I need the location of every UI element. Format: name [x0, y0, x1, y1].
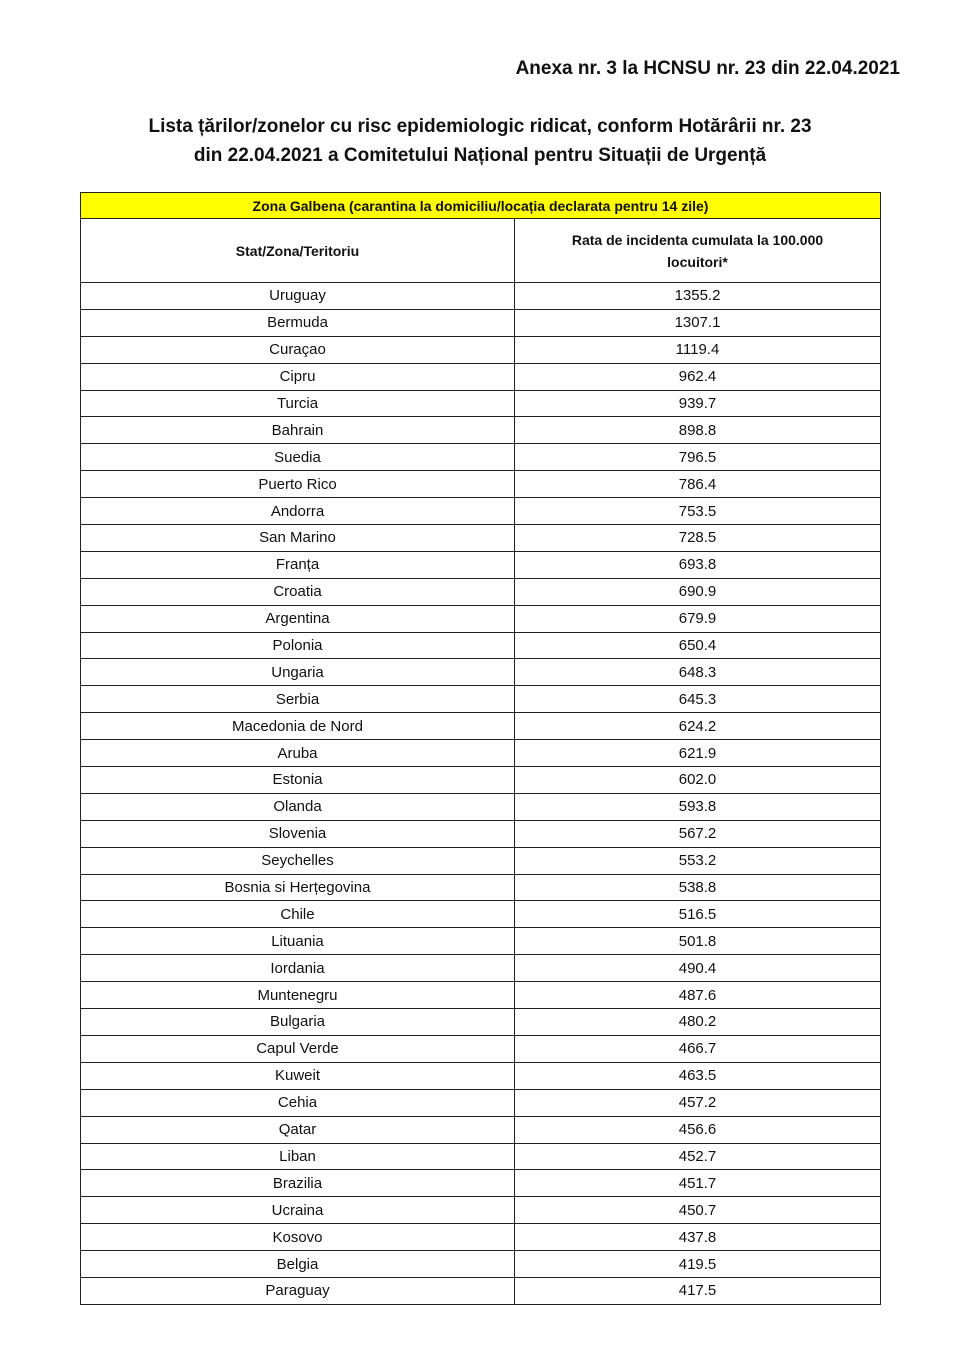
country-cell: Argentina — [81, 605, 515, 632]
country-cell: San Marino — [81, 525, 515, 552]
country-cell: Andorra — [81, 498, 515, 525]
rate-cell: 1307.1 — [515, 309, 881, 336]
country-cell: Croatia — [81, 578, 515, 605]
table-row — [81, 578, 881, 605]
country-cell: Uruguay — [81, 283, 515, 310]
country-cell: Muntenegru — [81, 982, 515, 1009]
rate-cell: 753.5 — [515, 498, 881, 525]
table-row — [81, 417, 881, 444]
table-row — [81, 1089, 881, 1116]
table-row — [81, 551, 881, 578]
rate-cell: 419.5 — [515, 1251, 881, 1278]
table-row — [81, 874, 881, 901]
rate-cell: 796.5 — [515, 444, 881, 471]
rate-cell: 650.4 — [515, 632, 881, 659]
zone-header-row — [81, 193, 881, 219]
country-cell: Macedonia de Nord — [81, 713, 515, 740]
rate-cell: 451.7 — [515, 1170, 881, 1197]
table-row — [81, 793, 881, 820]
title-line-1: Lista țărilor/zonelor cu risc epidemiologic ridicat, conform Hotărârii nr. 23 — [148, 116, 812, 137]
country-cell: Curaçao — [81, 336, 515, 363]
country-cell: Ucraina — [81, 1197, 515, 1224]
rate-cell: 939.7 — [515, 390, 881, 417]
country-cell: Chile — [81, 901, 515, 928]
table-row — [81, 1062, 881, 1089]
rate-cell: 645.3 — [515, 686, 881, 713]
rate-cell: 501.8 — [515, 928, 881, 955]
rate-cell: 452.7 — [515, 1143, 881, 1170]
country-cell: Franța — [81, 551, 515, 578]
country-cell: Polonia — [81, 632, 515, 659]
rate-cell: 602.0 — [515, 767, 881, 794]
rate-cell: 480.2 — [515, 1009, 881, 1036]
country-cell: Kuweit — [81, 1062, 515, 1089]
country-cell: Iordania — [81, 955, 515, 982]
country-cell: Aruba — [81, 740, 515, 767]
table-row — [81, 1197, 881, 1224]
country-cell: Bosnia si Herțegovina — [81, 874, 515, 901]
country-cell: Turcia — [81, 390, 515, 417]
table-row — [81, 471, 881, 498]
table-row — [81, 632, 881, 659]
table-row — [81, 820, 881, 847]
country-cell: Seychelles — [81, 847, 515, 874]
country-cell: Suedia — [81, 444, 515, 471]
table-row — [81, 605, 881, 632]
rate-cell: 679.9 — [515, 605, 881, 632]
table-row — [81, 1116, 881, 1143]
country-cell: Olanda — [81, 793, 515, 820]
table-row — [81, 767, 881, 794]
country-cell: Serbia — [81, 686, 515, 713]
country-cell: Bulgaria — [81, 1009, 515, 1036]
rate-cell: 624.2 — [515, 713, 881, 740]
table-row — [81, 928, 881, 955]
countries-table — [80, 192, 881, 1305]
rate-cell: 898.8 — [515, 417, 881, 444]
table-row — [81, 686, 881, 713]
country-cell: Capul Verde — [81, 1035, 515, 1062]
country-cell: Cipru — [81, 363, 515, 390]
table-row — [81, 901, 881, 928]
table-row — [81, 1251, 881, 1278]
table-row — [81, 390, 881, 417]
table-row — [81, 498, 881, 525]
country-cell: Cehia — [81, 1089, 515, 1116]
zone-label: Zona Galbena (carantina la domiciliu/locația declarata pentru 14 zile) — [81, 193, 881, 219]
rate-cell: 417.5 — [515, 1277, 881, 1304]
table-row — [81, 847, 881, 874]
table-row — [81, 1035, 881, 1062]
country-cell: Belgia — [81, 1251, 515, 1278]
rate-cell: 466.7 — [515, 1035, 881, 1062]
title-line-2: din 22.04.2021 a Comitetului Național pentru Situații de Urgență — [193, 145, 767, 166]
country-cell: Liban — [81, 1143, 515, 1170]
table-row — [81, 336, 881, 363]
table-row — [81, 444, 881, 471]
column-header-row — [81, 219, 881, 283]
rate-cell: 463.5 — [515, 1062, 881, 1089]
country-cell: Bermuda — [81, 309, 515, 336]
table-row — [81, 740, 881, 767]
country-column-header: Stat/Zona/Teritoriu — [81, 219, 515, 283]
country-cell: Paraguay — [81, 1277, 515, 1304]
document-title — [60, 112, 900, 170]
table-row — [81, 309, 881, 336]
rate-cell: 567.2 — [515, 820, 881, 847]
rate-cell: 450.7 — [515, 1197, 881, 1224]
table-body — [81, 283, 881, 1305]
table-row — [81, 1143, 881, 1170]
table-row — [81, 659, 881, 686]
country-cell: Slovenia — [81, 820, 515, 847]
country-cell: Kosovo — [81, 1224, 515, 1251]
table-row — [81, 363, 881, 390]
rate-cell: 786.4 — [515, 471, 881, 498]
table-row — [81, 1170, 881, 1197]
rate-cell: 538.8 — [515, 874, 881, 901]
rate-column-header — [515, 219, 881, 283]
table-row — [81, 713, 881, 740]
table-row — [81, 1009, 881, 1036]
country-cell: Lituania — [81, 928, 515, 955]
rate-cell: 516.5 — [515, 901, 881, 928]
rate-cell: 690.9 — [515, 578, 881, 605]
country-cell: Bahrain — [81, 417, 515, 444]
rate-cell: 728.5 — [515, 525, 881, 552]
country-cell: Qatar — [81, 1116, 515, 1143]
table-row — [81, 525, 881, 552]
rate-cell: 962.4 — [515, 363, 881, 390]
rate-cell: 437.8 — [515, 1224, 881, 1251]
rate-cell: 1119.4 — [515, 336, 881, 363]
rate-cell: 621.9 — [515, 740, 881, 767]
rate-header-line-1: Rata de incidenta cumulata la 100.000 — [571, 231, 824, 248]
country-cell: Estonia — [81, 767, 515, 794]
table-row — [81, 982, 881, 1009]
rate-cell: 1355.2 — [515, 283, 881, 310]
country-cell: Brazilia — [81, 1170, 515, 1197]
rate-cell: 456.6 — [515, 1116, 881, 1143]
table-row — [81, 955, 881, 982]
rate-cell: 487.6 — [515, 982, 881, 1009]
table-row — [81, 1277, 881, 1304]
rate-cell: 457.2 — [515, 1089, 881, 1116]
rate-cell: 648.3 — [515, 659, 881, 686]
rate-cell: 553.2 — [515, 847, 881, 874]
rate-cell: 693.8 — [515, 551, 881, 578]
annex-reference: Anexa nr. 3 la HCNSU nr. 23 din 22.04.2021 — [515, 58, 900, 79]
country-cell: Ungaria — [81, 659, 515, 686]
table-row — [81, 1224, 881, 1251]
rate-header-line-2: locuitori* — [667, 253, 728, 270]
country-cell: Puerto Rico — [81, 471, 515, 498]
rate-cell: 490.4 — [515, 955, 881, 982]
rate-cell: 593.8 — [515, 793, 881, 820]
table-row — [81, 283, 881, 310]
